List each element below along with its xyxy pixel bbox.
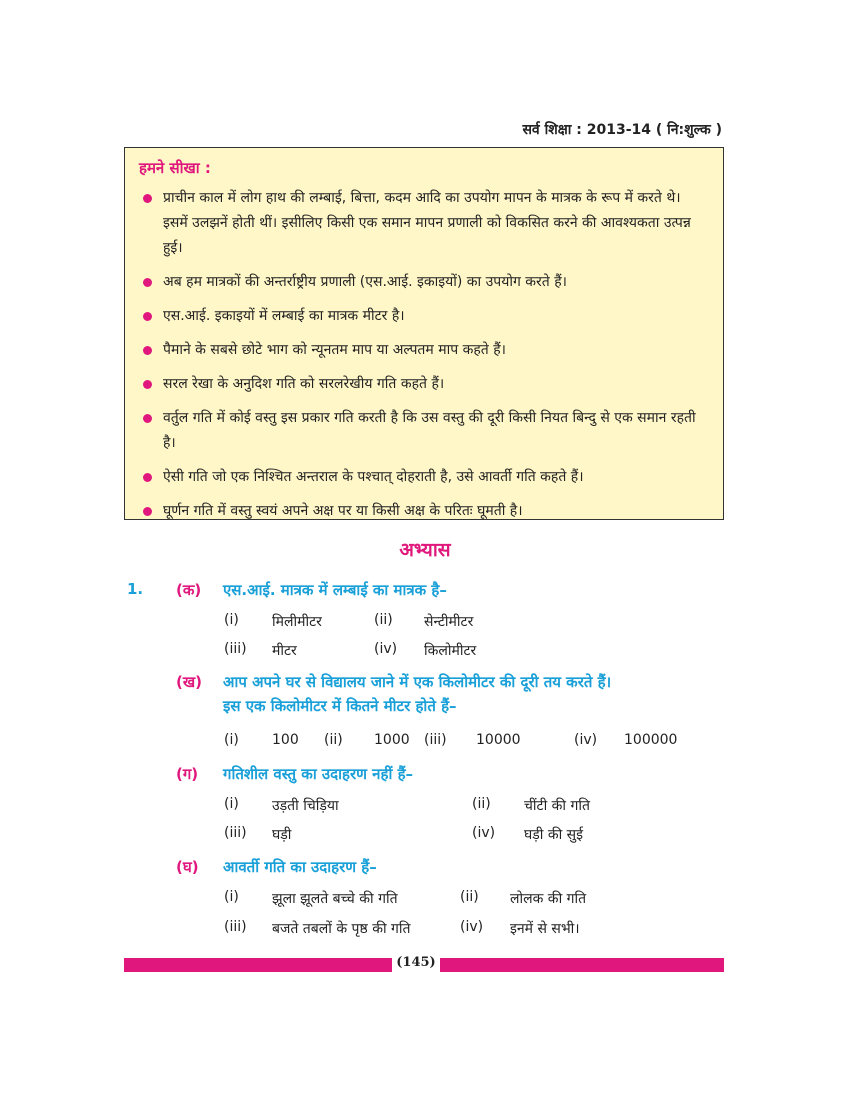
summary-item: घूर्णन गति में वस्तु स्वयं अपने अक्ष पर या किसी अक्ष के परितः घूमती है।: [139, 499, 709, 524]
option-number: (i): [224, 732, 239, 748]
summary-item: वर्तुल गति में कोई वस्तु इस प्रकार गति करती है कि उस वस्तु की दूरी किसी नियत बिन्दु से एक समान रहती है।: [139, 406, 709, 456]
option-text: मीटर: [272, 643, 297, 659]
page-number: (145): [396, 955, 436, 970]
option-text: झूला झूलते बच्चे की गति: [272, 891, 398, 907]
option-text: 100000: [624, 732, 678, 748]
summary-item: अब हम मात्रकों की अन्तर्राष्ट्रीय प्रणाली (एस.आई. इकाइयों) का उपयोग करते हैं।: [139, 270, 709, 295]
option-number: (ii): [374, 612, 393, 628]
option-number: (iii): [424, 732, 447, 748]
footer-bar-right: [440, 958, 724, 972]
question-text-kha-line1: आप अपने घर से विद्यालय जाने में एक किलोमीटर की दूरी तय करते हैं।: [223, 673, 612, 691]
option-text: सेन्टीमीटर: [424, 614, 474, 630]
bullet-icon: [143, 278, 152, 287]
option-number: (i): [224, 796, 239, 812]
bullet-icon: [143, 507, 152, 516]
summary-item: पैमाने के सबसे छोटे भाग को न्यूनतम माप या अल्पतम माप कहते हैं।: [139, 338, 709, 363]
option-text: इनमें से सभी।: [510, 921, 580, 937]
summary-title: हमने सीखा :: [139, 159, 211, 177]
option-number: (i): [224, 612, 239, 628]
bullet-icon: [143, 194, 152, 203]
option-text: घड़ी: [272, 827, 292, 843]
summary-list: [139, 186, 709, 524]
summary-item: ऐसी गति जो एक निश्चित अन्तराल के पश्चात् दोहराती है, उसे आवर्ती गति कहते हैं।: [139, 465, 709, 490]
option-number: (iv): [574, 732, 598, 748]
option-text: 100: [272, 732, 299, 748]
option-text: उड़ती चिड़िया: [272, 798, 339, 814]
option-number: (i): [224, 889, 239, 905]
bullet-icon: [143, 312, 152, 321]
question-text-ka: एस.आई. मात्रक में लम्बाई का मात्रक है–: [223, 581, 447, 599]
option-text: घड़ी की सुई: [524, 827, 584, 843]
question-label-ga: (ग): [176, 765, 199, 783]
bullet-icon: [143, 346, 152, 355]
question-label-kha: (ख): [176, 673, 202, 691]
option-number: (ii): [324, 732, 343, 748]
option-text: मिलीमीटर: [272, 614, 322, 630]
bullet-icon: [143, 414, 152, 423]
question-label-ka: (क): [176, 581, 202, 599]
question-text-gha: आवर्ती गति का उदाहरण हैं–: [223, 858, 377, 876]
summary-item: सरल रेखा के अनुदिश गति को सरलरेखीय गति कहते हैं।: [139, 372, 709, 397]
question-label-gha: (घ): [176, 858, 199, 876]
footer-bar-left: [124, 958, 392, 972]
option-number: (iii): [224, 825, 247, 841]
option-number: (ii): [460, 889, 479, 905]
question-text-ga: गतिशील वस्तु का उदाहरण नहीं हैं–: [223, 765, 414, 783]
option-text: लोलक की गति: [510, 891, 587, 907]
option-text: किलोमीटर: [424, 643, 477, 659]
bullet-icon: [143, 473, 152, 482]
page-header: सर्व शिक्षा : 2013-14 ( नि:शुल्क ): [522, 122, 722, 138]
option-number: (iv): [374, 641, 398, 657]
summary-item: प्राचीन काल में लोग हाथ की लम्बाई, बित्ता, कदम आदि का उपयोग मापन के मात्रक के रूप में करते थे। इसमें उलझनें होती थीं। इसीलिए किसी एक समान मापन प्रणाली को विकसित करने की आवश्यकता उत्पन्न हुई।: [139, 186, 709, 261]
option-text: 10000: [476, 732, 521, 748]
summary-item: एस.आई. इकाइयों में लम्बाई का मात्रक मीटर है।: [139, 304, 709, 329]
exercise-title: अभ्यास: [399, 539, 451, 561]
option-number: (iv): [472, 825, 496, 841]
option-text: चींटी की गति: [524, 798, 590, 814]
bullet-icon: [143, 380, 152, 389]
option-number: (iii): [224, 641, 247, 657]
question-number: 1.: [127, 580, 144, 598]
question-text-kha-line2: इस एक किलोमीटर में कितने मीटर होते हैं–: [223, 697, 457, 715]
option-number: (ii): [472, 796, 491, 812]
option-number: (iii): [224, 919, 247, 935]
summary-box: [124, 147, 724, 520]
option-text: बजते तबलों के पृष्ठ की गति: [272, 921, 411, 937]
option-text: 1000: [374, 732, 410, 748]
option-number: (iv): [460, 919, 484, 935]
